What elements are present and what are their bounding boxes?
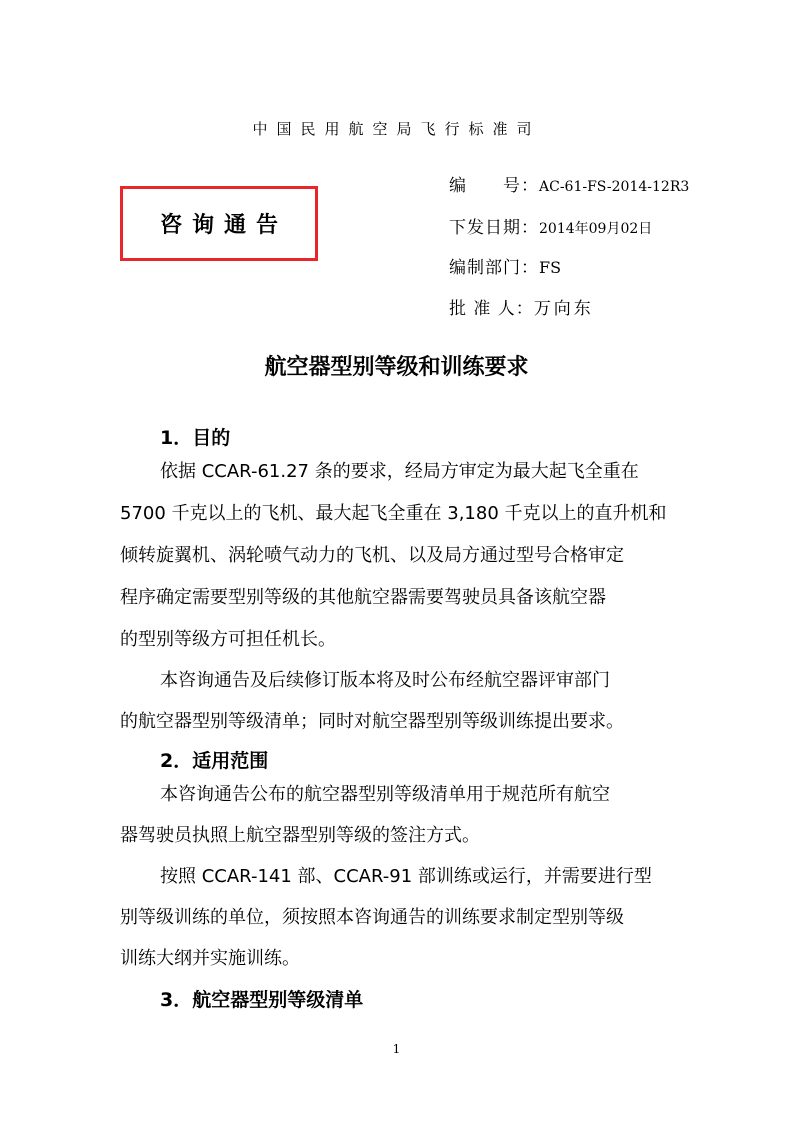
issuing-agency: 中国民用航空局飞行标准司 bbox=[252, 120, 541, 138]
paragraph-line: 5700 千克以上的飞机、最大起飞全重在 3,180 千克以上的直升机和 bbox=[120, 503, 667, 524]
meta-number-value: AC-61-FS-2014-12R3 bbox=[539, 179, 690, 195]
section-heading-type-rating-list: 3．航空器型别等级清单 bbox=[160, 989, 364, 1011]
notice-type-label: 咨询通告 bbox=[159, 213, 288, 238]
meta-approver-value: 万向东 bbox=[533, 299, 594, 319]
paragraph-line: 倾转旋翼机、涡轮喷气动力的飞机、以及局方通过型号合格审定 bbox=[120, 545, 624, 566]
paragraph-line: 的型别等级方可担任机长。 bbox=[120, 629, 336, 650]
meta-number-row bbox=[449, 171, 689, 196]
document-title: 航空器型别等级和训练要求 bbox=[264, 355, 529, 380]
paragraph-line: 本咨询通告公布的航空器型别等级清单用于规范所有航空 bbox=[160, 784, 610, 805]
notice-type-box bbox=[120, 186, 318, 261]
meta-approver-label: 批 准 人： bbox=[449, 299, 534, 319]
paragraph-line: 按照 CCAR-141 部、CCAR-91 部训练或运行，并需要进行型 bbox=[160, 866, 652, 887]
section-heading-purpose: 1．目的 bbox=[160, 427, 231, 449]
meta-dept-value: FS bbox=[539, 258, 562, 277]
paragraph-line: 程序确定需要型别等级的其他航空器需要驾驶员具备该航空器 bbox=[120, 587, 606, 608]
meta-date-value: 2014年09月02日 bbox=[539, 221, 653, 237]
meta-dept-row bbox=[449, 253, 561, 278]
paragraph-line: 的航空器型别等级清单；同时对航空器型别等级训练提出要求。 bbox=[120, 711, 624, 732]
page-number: 1 bbox=[392, 1042, 401, 1056]
paragraph-line: 训练大纲并实施训练。 bbox=[120, 948, 300, 969]
meta-number-label: 编 号： bbox=[449, 176, 539, 196]
meta-date-label: 下发日期： bbox=[449, 218, 539, 238]
meta-dept-label: 编制部门： bbox=[449, 258, 539, 278]
meta-approver-row bbox=[449, 294, 594, 319]
paragraph-line: 本咨询通告及后续修订版本将及时公布经航空器评审部门 bbox=[160, 670, 610, 691]
section-heading-scope: 2．适用范围 bbox=[160, 750, 269, 772]
paragraph-line: 器驾驶员执照上航空器型别等级的签注方式。 bbox=[120, 825, 480, 846]
meta-date-row bbox=[449, 213, 652, 238]
paragraph-line: 别等级训练的单位，须按照本咨询通告的训练要求制定型别等级 bbox=[120, 907, 624, 928]
paragraph-line: 依据 CCAR-61.27 条的要求，经局方审定为最大起飞全重在 bbox=[160, 461, 639, 482]
